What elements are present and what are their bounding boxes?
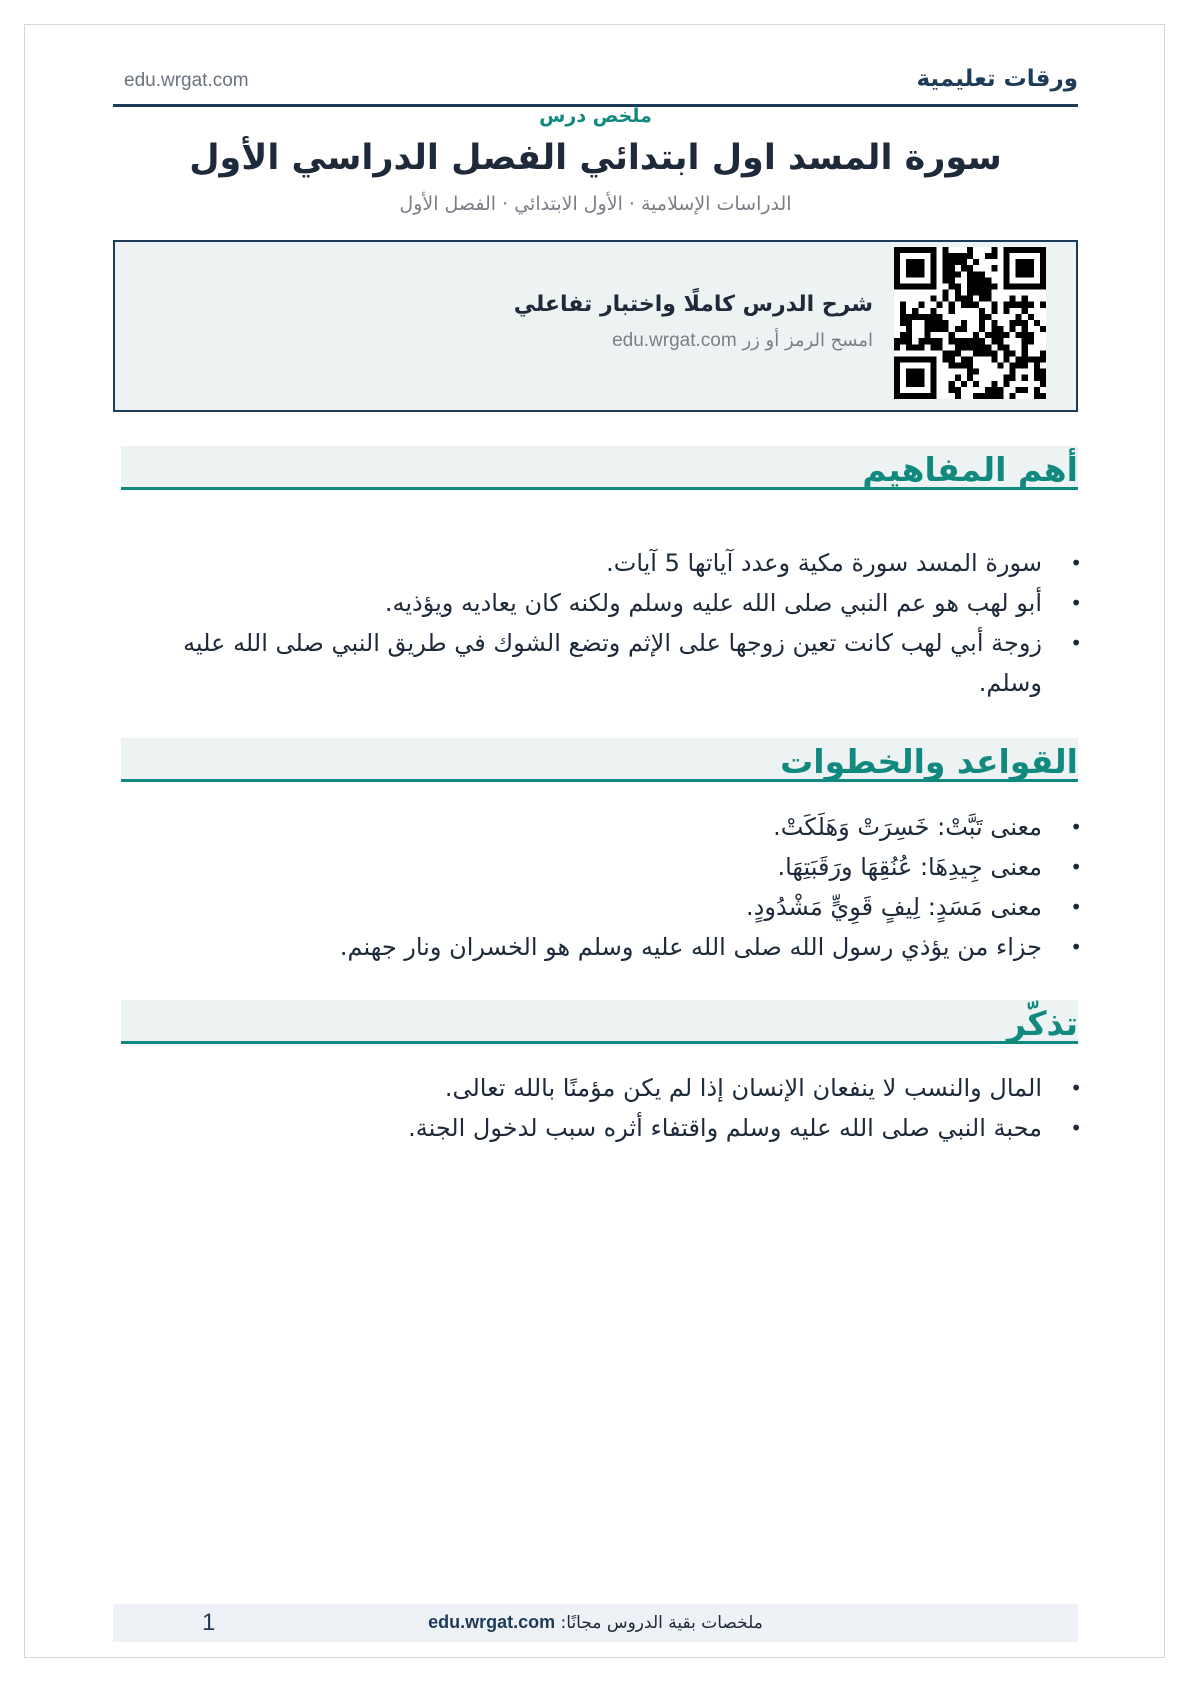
section-heading-rules: [121, 738, 1078, 782]
list-item: • معنى جِيدِهَا: عُنُقِهَا ورَقَبَتِهَا.: [140, 847, 1082, 887]
page-title: سورة المسد اول ابتدائي الفصل الدراسي الأول: [189, 138, 1002, 178]
promo-subtitle-text: امسح الرمز أو زر: [742, 330, 873, 351]
promo-box: [113, 240, 1078, 412]
list-item: • أبو لهب هو عم النبي صلى الله عليه وسلم ولكنه كان يعاديه ويؤذيه.: [140, 583, 1082, 623]
header-site-url[interactable]: edu.wrgat.com: [124, 70, 249, 91]
list-item: • المال والنسب لا ينفعان الإنسان إذا لم يكن مؤمنًا بالله تعالى.: [140, 1068, 1082, 1108]
footer-text: [113, 1612, 1078, 1633]
concepts-list: [140, 543, 1082, 703]
page-footer: [113, 1604, 1078, 1642]
remember-list: [140, 1068, 1082, 1148]
section-heading-remember: [121, 1000, 1078, 1044]
promo-url-link[interactable]: edu.wrgat.com: [612, 330, 737, 351]
promo-title: شرح الدرس كاملًا واختبار تفاعلي: [513, 292, 873, 317]
section-heading-text: أهم المفاهيم: [862, 450, 1078, 489]
brand-name: ورقات تعليمية: [916, 66, 1078, 92]
page-number: 1: [202, 1609, 216, 1636]
doc-kicker: ملخص درس: [539, 105, 652, 127]
section-heading-concepts: [121, 446, 1078, 490]
section-heading-text: القواعد والخطوات: [780, 742, 1078, 781]
list-item: • معنى مَسَدٍ: لِيفٍ قَوِيٍّ مَشْدُودٍ.: [140, 887, 1082, 927]
footer-url-link[interactable]: edu.wrgat.com: [428, 1612, 556, 1632]
list-item: • محبة النبي صلى الله عليه وسلم واقتفاء أثره سبب لدخول الجنة.: [140, 1108, 1082, 1148]
list-item: • سورة المسد سورة مكية وعدد آياتها 5 آيات.: [140, 543, 1082, 583]
footer-prefix: ملخصات بقية الدروس مجانًا:: [560, 1613, 763, 1633]
promo-subtitle: [612, 330, 873, 352]
list-item: • جزاء من يؤذي رسول الله صلى الله عليه وسلم هو الخسران ونار جهنم.: [140, 927, 1082, 967]
list-item: • زوجة أبي لهب كانت تعين زوجها على الإثم وتضع الشوك في طريق النبي صلى الله عليه وسلم.: [140, 623, 1082, 703]
rules-list: [140, 807, 1082, 967]
doc-meta: الدراسات الإسلامية · الأول الابتدائي · الفصل الأول: [399, 193, 792, 215]
section-heading-text: تذكّر: [1006, 1004, 1078, 1043]
qr-code-icon[interactable]: [894, 247, 1046, 399]
page-header: [113, 66, 1078, 107]
list-item: • معنى تَبَّتْ: خَسِرَتْ وَهَلَكَتْ.: [140, 807, 1082, 847]
